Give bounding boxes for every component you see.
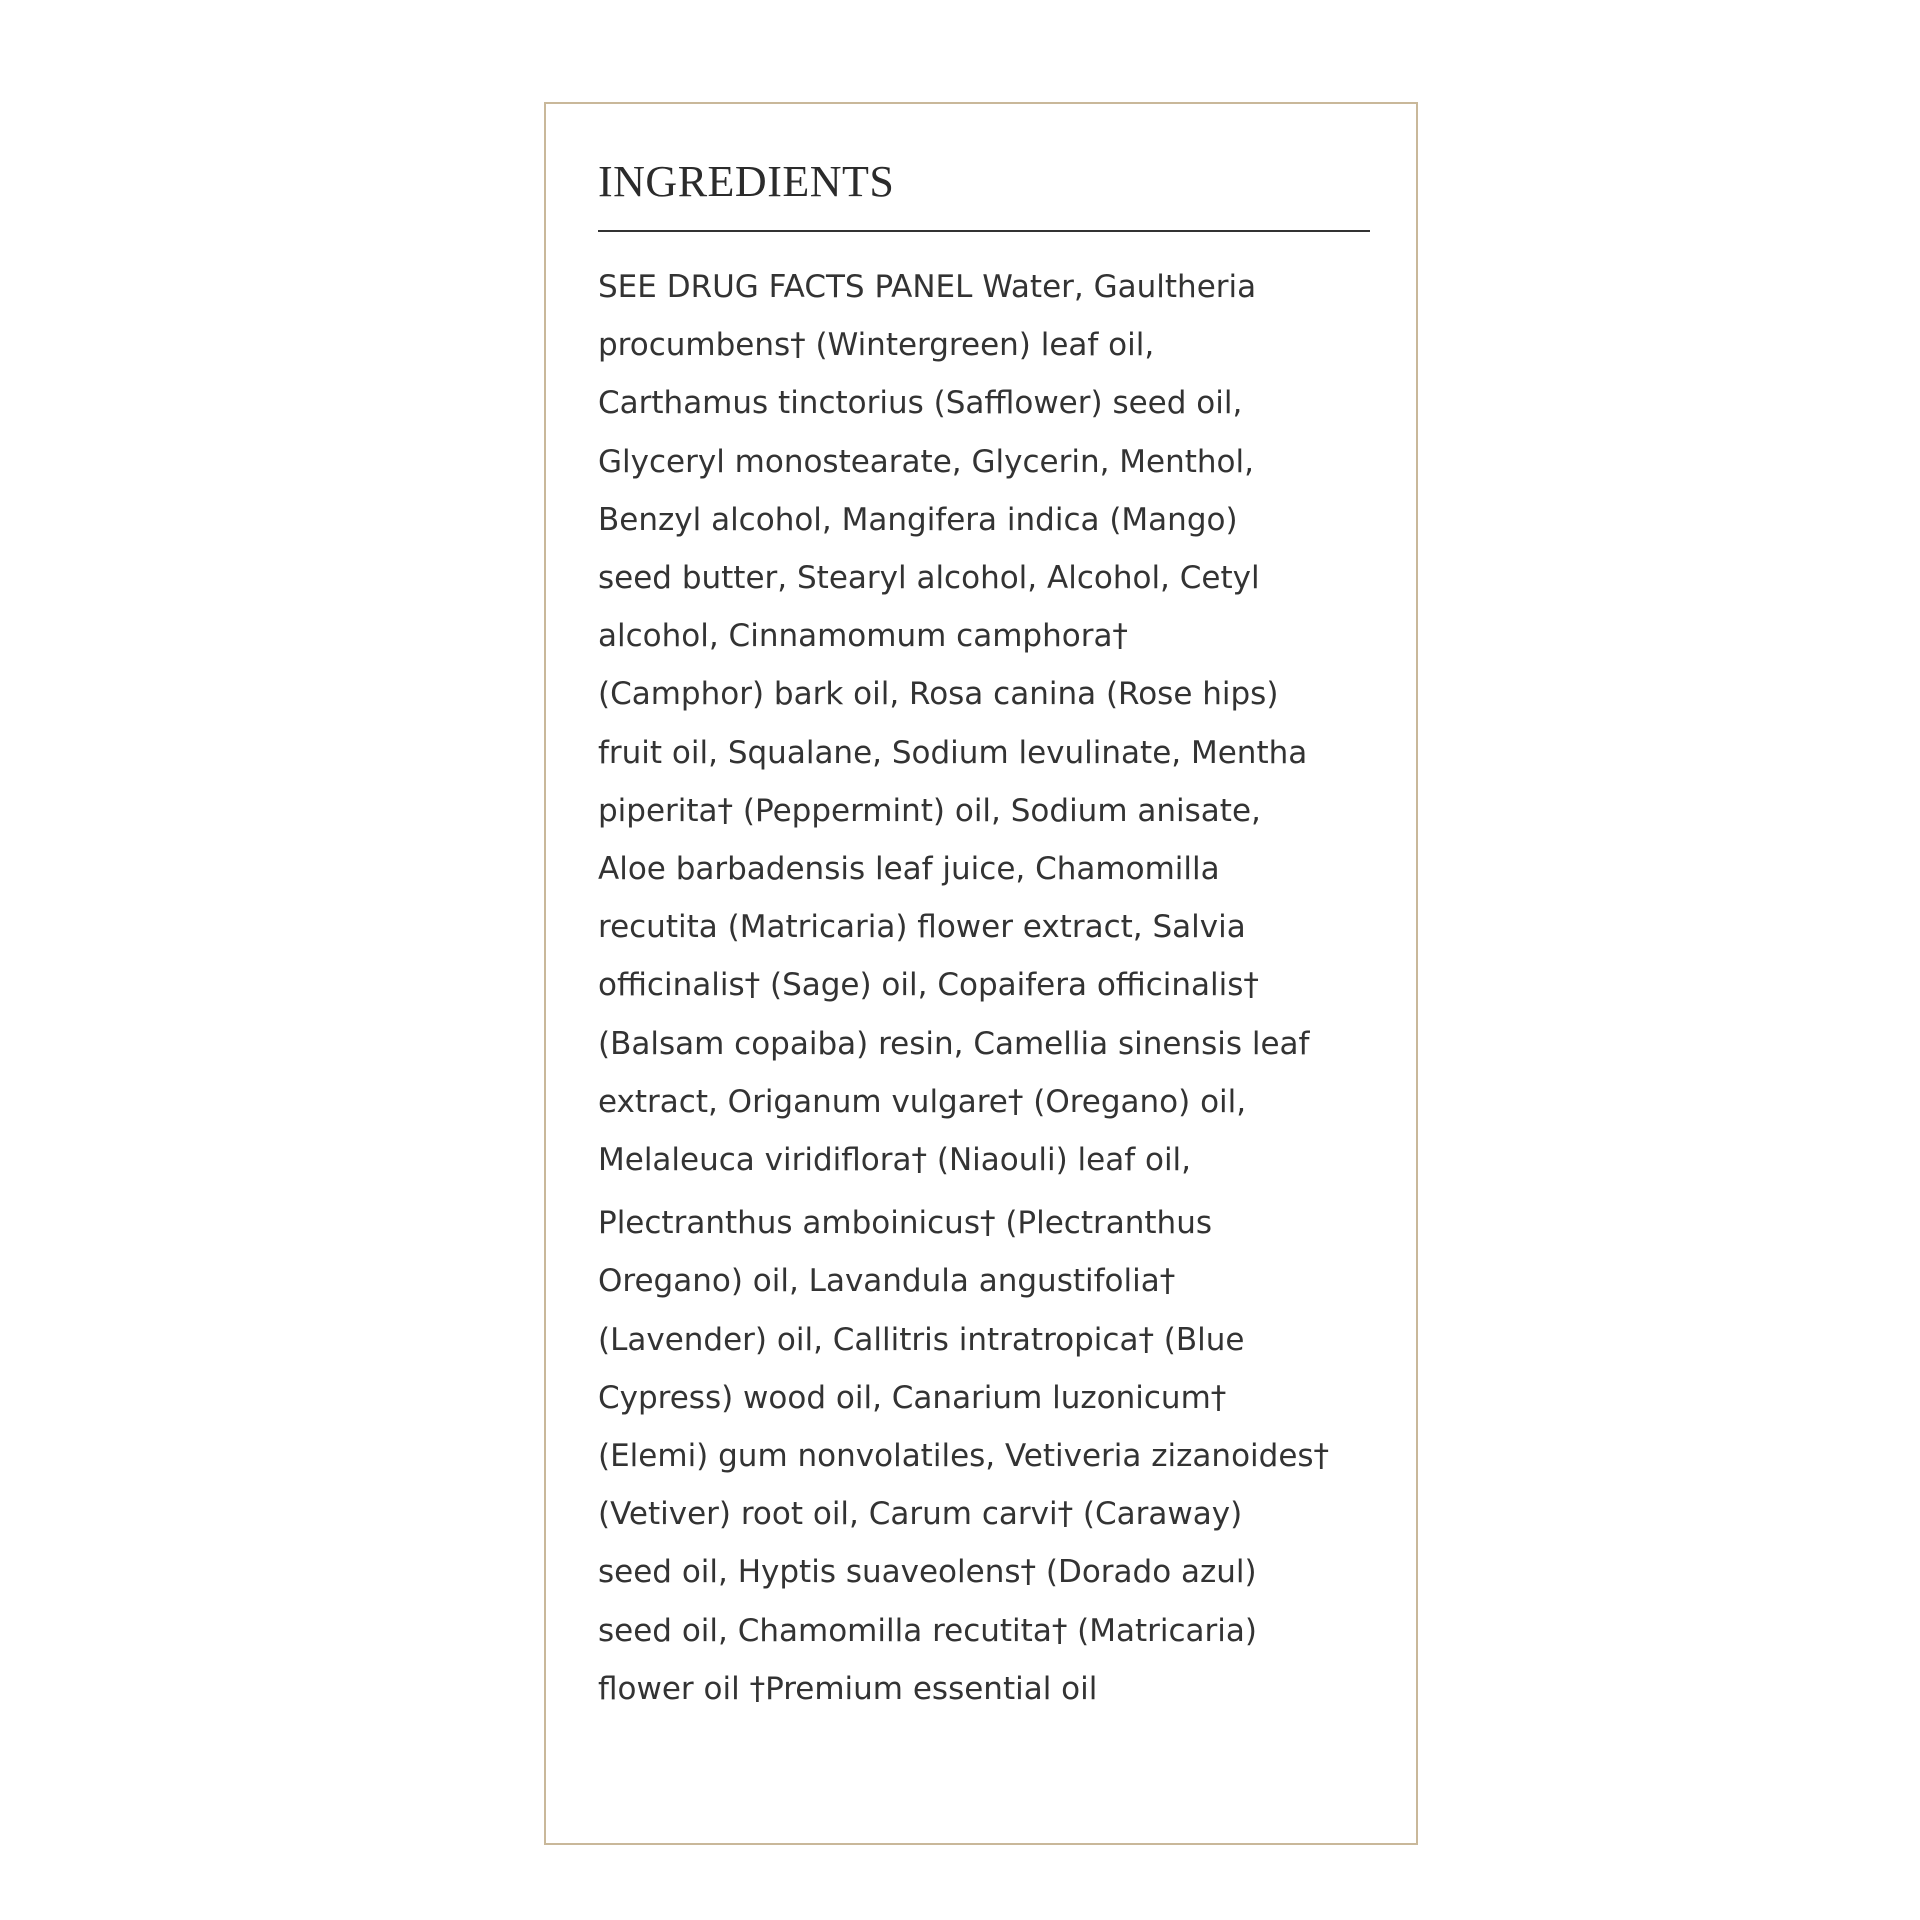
- ingredient-line: seed oil, Chamomilla recutita† (Matricaria): [598, 1612, 1258, 1649]
- ingredient-line: seed oil, Hyptis suaveolens† (Dorado azul): [598, 1554, 1257, 1591]
- ingredient-line: Glyceryl monostearate, Glycerin, Menthol,: [598, 443, 1254, 480]
- ingredient-line: (Balsam copaiba) resin, Camellia sinensis leaf: [598, 1025, 1310, 1062]
- ingredient-line: Aloe barbadensis leaf juice, Chamomilla: [598, 851, 1220, 888]
- ingredient-line: (Lavender) oil, Callitris intratropica† (Blue: [598, 1321, 1245, 1358]
- ingredient-line: extract, Origanum vulgare† (Oregano) oil,: [598, 1083, 1247, 1120]
- ingredients-panel: [544, 102, 1418, 1845]
- ingredients-list: [598, 258, 1388, 1713]
- ingredient-line: Carthamus tinctorius (Safflower) seed oil,: [598, 385, 1243, 422]
- ingredient-line: officinalis† (Sage) oil, Copaifera officinalis†: [598, 967, 1259, 1004]
- ingredient-line: recutita (Matricaria) flower extract, Salvia: [598, 909, 1246, 946]
- ingredient-line: Plectranthus amboinicus† (Plectranthus: [598, 1205, 1212, 1242]
- ingredient-line: SEE DRUG FACTS PANEL Water, Gaultheria: [598, 269, 1257, 305]
- ingredient-line: flower oil †Premium essential oil: [598, 1670, 1098, 1707]
- title-divider: [598, 230, 1370, 232]
- ingredient-line: alcohol, Cinnamomum camphora†: [598, 618, 1128, 655]
- ingredient-line: seed butter, Stearyl alcohol, Alcohol, Cetyl: [598, 560, 1260, 597]
- ingredient-line: Melaleuca viridiflora† (Niaouli) leaf oil,: [598, 1142, 1192, 1179]
- ingredient-line: piperita† (Peppermint) oil, Sodium anisate,: [598, 792, 1261, 829]
- ingredient-line: Oregano) oil, Lavandula angustifolia†: [598, 1263, 1176, 1300]
- ingredient-line: Benzyl alcohol, Mangifera indica (Mango): [598, 501, 1238, 538]
- ingredient-line: procumbens† (Wintergreen) leaf oil,: [598, 327, 1155, 364]
- panel-title: INGREDIENTS: [598, 157, 895, 206]
- ingredient-line: (Vetiver) root oil, Carum carvi† (Caraway): [598, 1496, 1243, 1533]
- ingredient-line: (Elemi) gum nonvolatiles, Vetiveria zizanoides†: [598, 1438, 1330, 1475]
- ingredient-line: fruit oil, Squalane, Sodium levulinate, Mentha: [598, 734, 1308, 771]
- ingredient-line: Cypress) wood oil, Canarium luzonicum†: [598, 1379, 1227, 1416]
- ingredient-line: (Camphor) bark oil, Rosa canina (Rose hips): [598, 676, 1279, 713]
